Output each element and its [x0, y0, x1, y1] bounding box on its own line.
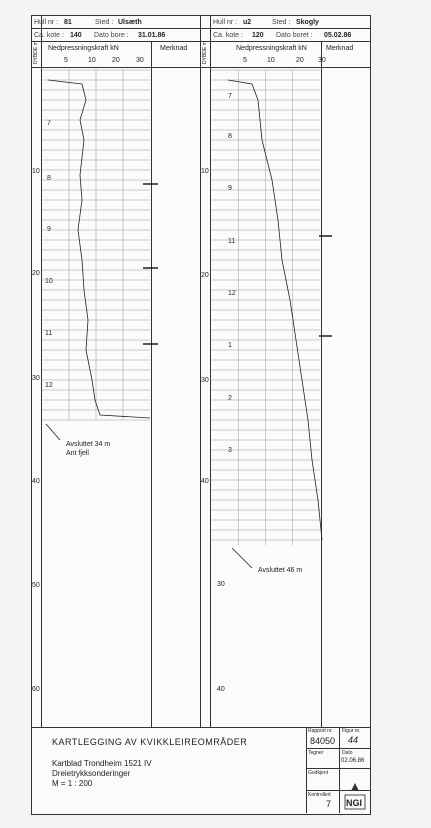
right-sted-value: Skogly — [296, 19, 319, 26]
right-end-arrow — [232, 548, 252, 568]
rapport-value: 84050 — [310, 736, 336, 746]
left-dato-label: Dato bore : — [94, 32, 129, 39]
left-depth-20: 20 — [32, 270, 40, 277]
left-marker: 11 — [45, 330, 53, 337]
right-avsluttet: Avsluttet 46 m — [258, 567, 303, 574]
left-scale-30: 30 — [136, 57, 144, 64]
rapport-label: Rapport nr. — [308, 728, 333, 734]
ngi-logo-text: NGI — [346, 798, 363, 808]
footer-line3: M = 1 : 200 — [52, 779, 93, 788]
right-scale-5: 5 — [243, 57, 247, 64]
right-marker: 9 — [228, 185, 232, 192]
left-end-arrow — [46, 424, 60, 440]
left-marker: 8 — [47, 175, 51, 182]
left-marker: 7 — [47, 120, 51, 127]
left-scale-10: 10 — [88, 57, 96, 64]
right-scale-10: 10 — [267, 57, 275, 64]
left-hull-label: Hull nr : — [34, 19, 59, 26]
right-depth-30: 30 — [201, 377, 209, 384]
left-sted-label: Sted : — [95, 19, 114, 26]
dato-value: 02.06.86 — [341, 758, 365, 764]
kontrollert-label: Kontrollert — [308, 792, 331, 798]
right-kote-label: Ca. kote : — [213, 32, 243, 39]
figur-value: 44 — [348, 735, 359, 745]
right-sted-label: Sted : — [272, 19, 291, 26]
left-depth-40: 40 — [32, 478, 40, 485]
right-depth-10: 10 — [201, 168, 209, 175]
left-sounding-curve — [48, 80, 150, 418]
right-scale-30: 30 — [318, 57, 326, 64]
right-marker: 2 — [228, 395, 232, 402]
figur-label: Figur nr. — [342, 728, 361, 734]
footer-title: KARTLEGGING AV KVIKKLEIREOMRÅDER — [52, 737, 248, 747]
left-dybde-label: DYBDE m — [33, 41, 39, 64]
right-scale-20: 20 — [296, 57, 304, 64]
tegner-label: Tegner — [308, 750, 324, 756]
left-marker: 9 — [47, 226, 51, 233]
left-depth-50: 50 — [32, 582, 40, 589]
left-force-header: Nedpressningskraft kN — [48, 45, 119, 52]
left-scale-20: 20 — [112, 57, 120, 64]
right-dato-label: Dato boret : — [276, 32, 313, 39]
left-depth-60: 60 — [32, 686, 40, 693]
right-depth-30b: 30 — [217, 581, 225, 588]
left-merknad-header: Merknad — [160, 45, 188, 52]
right-dybde-label: DYBDE m — [202, 41, 208, 64]
left-depth-30: 30 — [32, 375, 40, 382]
right-depth-40b: 40 — [217, 686, 225, 693]
right-hull-value: u2 — [243, 19, 252, 26]
left-dato-value: 31.01.86 — [138, 32, 166, 39]
right-marker: 7 — [228, 93, 232, 100]
kontrollert-value: 7 — [326, 799, 332, 809]
footer-line2: Dreietrykksonderinger — [52, 769, 131, 778]
left-hull-value: 81 — [64, 19, 72, 26]
left-avsluttet: Avsluttet 34 m — [66, 441, 111, 448]
left-depth-10: 10 — [32, 168, 40, 175]
right-kote-value: 120 — [252, 32, 264, 39]
right-depth-40: 40 — [201, 478, 209, 485]
footer-line1: Kartblad Trondheim 1521 IV — [52, 759, 152, 768]
right-marker: 3 — [228, 447, 232, 454]
left-sted-value: Ulsæth — [118, 19, 142, 26]
left-scale-5: 5 — [64, 57, 68, 64]
left-kote-label: Ca. kote : — [34, 32, 64, 39]
left-avsluttet-note: Ant fjell — [66, 450, 89, 457]
left-marker: 10 — [45, 278, 53, 285]
right-merknad-header: Merknad — [326, 45, 354, 52]
right-hull-label: Hull nr : — [213, 19, 238, 26]
dato-label: Dato — [342, 750, 353, 756]
right-depth-20: 20 — [201, 272, 209, 279]
left-marker: 12 — [45, 382, 53, 389]
right-marker: 12 — [228, 290, 236, 297]
right-marker: 8 — [228, 133, 232, 140]
right-force-header: Nedpressningskraft kN — [236, 45, 307, 52]
right-marker: 11 — [228, 238, 236, 245]
right-dato-value: 05.02.86 — [324, 32, 352, 39]
left-kote-value: 140 — [70, 32, 82, 39]
godkjent-label: Godkjent — [308, 770, 329, 776]
right-marker: 1 — [228, 342, 232, 349]
